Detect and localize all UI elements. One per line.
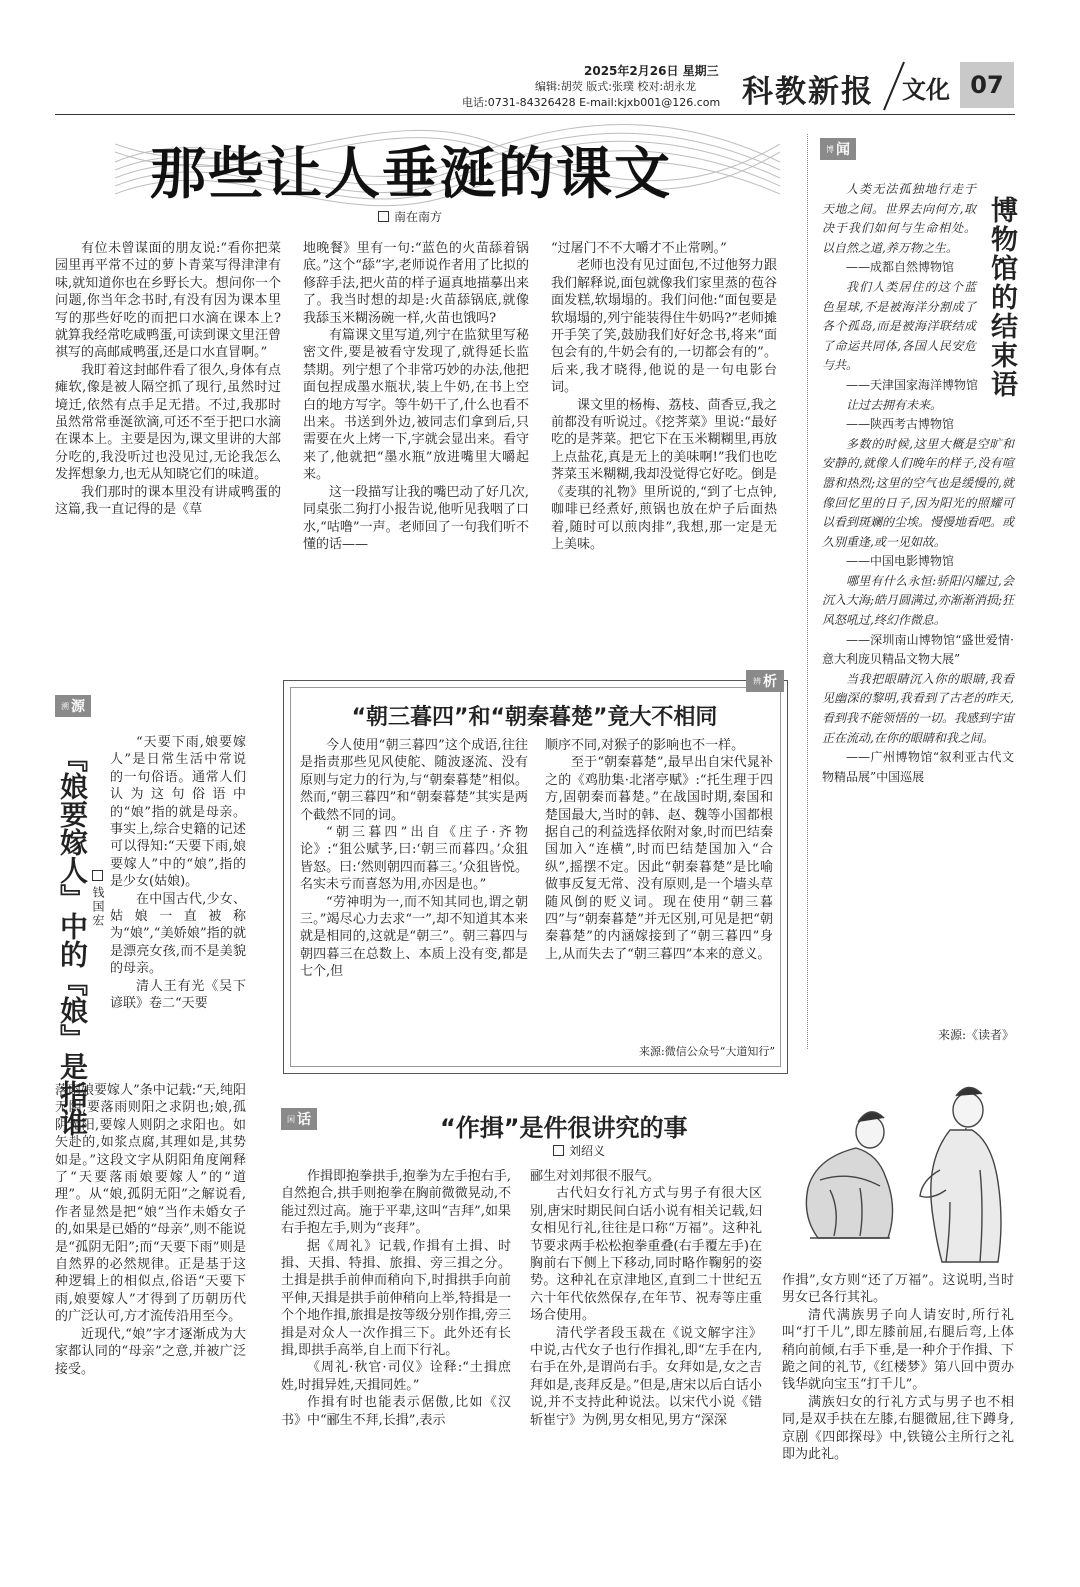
paragraph: “劳神明为一,而不知其同也,谓之朝三。”竭尽心力去求“一”,却不知道其本来就是相同的,这就是“朝三”。朝三暮四与朝四暮三在总数上、本质上没有变,都是七个,但 — [300, 894, 528, 980]
zuoyi-col-1 — [281, 1168, 511, 1429]
museum-quote: 当我把眼睛沉入你的眼睛,我看见幽深的黎明,我看到了古老的昨天,看到我不能领悟的一切。我感到宇宙正在流动,在你的眼睛和我之间。 — [822, 671, 1015, 745]
museum-quote: 哪里有什么永恒:骄阳闪耀过,会沉入大海;皓月圆满过,亦渐渐消损;狂风怒吼过,终幻作微息。 — [822, 573, 1014, 628]
masthead — [462, 60, 1015, 114]
niang-section-tag: 溯 源 — [55, 695, 91, 717]
museum-quote: 人类无法孤独地行走于天地之间。世界去向何方,取决于我们如何与生命相处。以自然之道,养万物之生。 — [822, 182, 976, 255]
paragraph: 我们那时的课本里没有讲咸鸭蛋的这篇,我一直记得的是《草 — [55, 484, 281, 518]
author-box-icon — [553, 1145, 564, 1156]
paragraph: 近现代,“娘”字才逐渐成为大家都认同的“母亲”之意,并被广泛接受。 — [55, 1326, 246, 1377]
zuoyi-article-author — [553, 1142, 605, 1159]
paragraph: 今人使用“朝三暮四”这个成语,往往是指责那些见风使舵、随波逐流、没有原则与定力的行为,与“朝秦暮楚”相似。然而,“朝三暮四”和“朝秦暮楚”其实是两个截然不同的词。 — [300, 738, 528, 823]
museum-article-title: 博物馆的结束语 — [986, 196, 1017, 399]
paper-name: 科教新报 — [742, 74, 874, 110]
museum-attribution: ——深圳南山博物馆“盛世爱情·意大利庞贝精品文物大展” — [822, 632, 1014, 667]
editor-credits: 编辑:胡荧 版式:张璞 校对:胡永龙 — [535, 80, 697, 93]
contact-info: 电话:0731-84326428 E-mail:kjxb001@126.com — [462, 96, 721, 109]
paragraph: 在中国古代,少女、姑娘一直被称为“娘”,“美娇娘”指的就是漂亮女孩,而不是美貌的母亲。 — [110, 891, 246, 977]
paragraph: “天要下雨,娘要嫁人”是日常生活中常说的一句俗语。通常人们认为这句俗语中的“娘”指的就是母亲。事实上,综合史籍的记述可以得知:“天要下雨,娘要嫁人”中的“娘”,指的是少女(姑娘)。 — [110, 735, 246, 890]
author-name: 钱国宏 — [91, 886, 105, 928]
zhaosan-source: 来源:微信公众号“大道知行” — [639, 1045, 775, 1058]
main-article-title: 那些让人垂涎的课文 — [150, 142, 672, 207]
paragraph: 清代学者段玉裁在《说文解字注》中说,古代女子也行作揖礼,即“左手在内,右手在外,是谓尚右手。女拜如是,女之吉拜如是,丧拜反是。”但是,唐宋以后白话小说,并不支持此种说法。以宋代小说《错斩崔宁》为例,男女相见,男方“深深 — [530, 1325, 762, 1428]
paragraph: 《周礼·秋官·司仪》诠释:“土揖庶姓,时揖异姓,天揖同姓。” — [281, 1360, 511, 1393]
issue-date: 2025年2月26日 星期三 — [584, 64, 719, 78]
museum-attribution: ——广州博物馆“叙利亚古代文物精品展”中国巡展 — [822, 750, 1014, 784]
paragraph: 清人王有光《吴下谚联》卷二“天要 — [110, 978, 246, 1012]
paragraph: 老师也没有见过面包,不过他努力跟我们解释说,面包就像我们家里蒸的苞谷面发糕,软塌塌的。我们问他:“面包要是软塌塌的,列宁能装得住牛奶吗?”老师摊开手笑了笑,鼓励我们好好念书,将来“面包会有的,牛奶会有的,一切都会有的”。后来,我才晓得,他说的是一句电影台词。 — [551, 258, 777, 396]
paragraph: 郦生对刘邦很不服气。 — [530, 1169, 661, 1184]
paragraph: 有位未曾谋面的朋友说:“看你把菜园里再平常不过的萝卜青菜写得津津有味,就知道你也在乡野长大。想问你一个问题,你当年念书时,有没有因为课本里写的那些好吃的而把口水滴在课本上?就算我经常吃咸鸭蛋,可读到课文里汪曾祺写的高邮咸鸭蛋,还是口水直冒啊。” — [55, 241, 281, 361]
author-name: 刘绍义 — [569, 1144, 606, 1158]
paragraph: 地晚餐》里有一句:“蓝色的火苗舔着锅底。”这个“舔”字,老师说作者用了比拟的修辞手法,把火苗的样子逼真地描摹出来了。我当时想的却是:火苗舔锅底,就像我舔玉米糊汤碗一样,火苗也饿吗? — [303, 241, 529, 326]
museum-quote: 我们人类居住的这个蓝色星球,不是被海洋分割成了各个孤岛,而是被海洋联结成了命运共同体,各国人民安危与共。 — [822, 279, 976, 373]
paragraph: 顺序不同,对猴子的影响也不一样。 — [545, 738, 745, 753]
museum-section-tag: 博 闻 — [820, 138, 856, 160]
page-number: 07 — [960, 62, 1014, 108]
paragraph: 有篇课文里写道,列宁在监狱里写秘密文件,要是被看守发现了,就得延长监禁期。列宁想了个非常巧妙的办法,他把面包捏成墨水瓶状,装上牛奶,在书上空白的地方写字。等牛奶干了,什么也看不出来。书送到外边,被同志们拿到后,只需要在火上烤一下,字就会显出来。看守来了,他就把“墨水瓶”放进嘴里大嚼起来。 — [303, 328, 529, 483]
paragraph: 至于“朝秦暮楚”,最早出自宋代晁补之的《鸡肋集·北渚亭赋》:“托生理于四方,固朝秦而暮楚。”在战国时期,秦国和楚国最大,当时的韩、赵、魏等小国都根据自己的利益选择依附对象,时而巴结秦国加入“连横”,时而巴结楚国加入“合纵”,摇摆不定。因此“朝秦暮楚”是比喻做事反复无常、没有原则,是一个墙头草随风倒的贬义词。现在使用“朝三暮四”与“朝秦暮楚”并无区别,可见是把“朝秦暮楚”的内涵嫁接到了“朝三暮四”身上,从而失去了“朝三暮四”本来的意义。 — [545, 755, 773, 962]
zuoyi-col-3 — [782, 1272, 1014, 1463]
niang-article-bottom — [55, 1082, 246, 1378]
paragraph: “朝三暮四”出自《庄子·齐物论》:“狙公赋芧,曰:‘朝三而暮四。’众狙皆怒。曰:‘然则朝四而暮三。’众狙皆悦。名实未亏而喜怒为用,亦因是也。” — [300, 825, 528, 893]
paragraph: 这一段描写让我的嘴巴动了好几次,同桌张二狗打小报告说,他听见我咽了口水,“咕噜”一声。老师回了一句我们听不懂的话—— — [303, 484, 529, 552]
author-box-icon — [378, 211, 389, 222]
paragraph: 古代妇女行礼方式与男子有很大区别,唐宋时期民间白话小说有相关记载,妇女相见行礼,往往是口称“万福”。这种礼节要求两手松松抱拳重叠(右手覆左手)在胸前右下侧上下移动,同时略作鞠躬的姿势。这种礼在京津地区,直到二十世纪五六十年代依然保存,在年节、祝寿等庄重场合使用。 — [530, 1186, 762, 1324]
zhaosan-col-1 — [300, 737, 528, 981]
paragraph: 作揖”,女方则“还了万福”。这说明,当时男女已各行其礼。 — [782, 1273, 1014, 1306]
museum-article-body — [822, 180, 1014, 787]
paragraph: 落雨娘要嫁人”条中记载:“天,纯阳无阴,要落雨则阳之求阴也;娘,孤阴无阳,要嫁人则阴之求阳也。如矢赴的,如浆点腐,其理如是,其势如是。”这段文字从阴阳角度阐释了“天要落雨娘要嫁人”的“道理”。从“娘,孤阴无阳”之解说看,作者显然是把“娘”当作未婚女子的,如果是已婚的“母亲”,则不能说是“孤阴无阳”;而“天要下雨”则是自然界的必然规律。正是基于这种逻辑上的相似点,俗语“天要下雨,娘要嫁人”才得到了历朝历代的广泛认可,方才流传沿用至今。 — [55, 1083, 246, 1325]
paragraph: 清代满族男子向人请安时,所行礼叫“打千儿”,即左膝前屈,右腿后弯,上体稍向前倾,右手下垂,是一种介于作揖、下跪之间的礼节,《红楼梦》第八回中贾办钱华就向宝玉“打千儿”。 — [782, 1307, 1014, 1393]
main-article-col-3 — [551, 240, 777, 553]
author-name: 南在南方 — [394, 210, 443, 224]
zhaosan-article-title: “朝三暮四”和“朝秦暮楚”竟大不相同 — [351, 705, 718, 730]
paragraph: 课文里的杨梅、荔枝、茴香豆,我之前都没有听说过。《挖荠菜》里说:“最好吃的是荠菜。把它下在玉米糊糊里,再放上点盐花,真是无上的美味啊!”我们也吃荠菜玉米糊糊,我却没觉得它好吃。倒是《麦琪的礼物》里所说的,“到了七点钟,咖啡已经煮好,煎锅也放在炉子后面热着,随时可以煎肉排”,我想,那一定是无上美味。 — [551, 397, 777, 552]
main-article-author — [378, 208, 442, 225]
niang-article-top — [110, 734, 246, 1013]
museum-quote: 多数的时候,这里大概是空旷和安静的,就像人们晚年的样子,没有喧嚣和热烈;这里的空气也是缓慢的,就像回忆里的日子,因为阳光的照耀可以看到斑斓的尘埃。慢慢地看吧。或久别重逢,或一见如故。 — [822, 436, 1015, 549]
paragraph: 满族妇女的行礼方式与男子也不相同,是双手扶在左膝,右腿微屈,往下蹲身,京剧《四郎探母》中,铁镜公主所行之礼即为此礼。 — [782, 1394, 1014, 1463]
zuoyi-article-title: “作揖”是件很讲究的事 — [440, 1114, 688, 1142]
museum-attribution: ——中国电影博物馆 — [846, 554, 955, 569]
niang-article-author — [90, 870, 107, 928]
museum-attribution: ——成都自然博物馆 — [846, 260, 955, 275]
museum-attribution: ——陕西考古博物馆 — [846, 417, 955, 432]
paragraph: 我盯着这封邮件看了很久,身体有点瘫软,像是被人隔空抓了现行,虽然时过境迁,依然有点手足无措。不过,我那时虽然常常垂涎欲滴,可还不至于把口水滴在课本上。主要是因为,课文里讲的大部分吃的,我没听过也没见过,无论我怎么发挥想象力,也无从知晓它们的味道。 — [55, 362, 281, 483]
zhaosan-col-2 — [545, 737, 773, 963]
paragraph: 作揖即抱拳拱手,抱拳为左手抱右手,自然抱合,拱手则抱拳在胸前微微晃动,不能过烈过高。施于平辈,这叫“吉拜”,如果右手抱左手,则为“丧拜”。 — [281, 1169, 511, 1237]
zhaosan-section-tag: 辨 析 — [746, 670, 784, 692]
museum-attribution: ——天津国家海洋博物馆 — [846, 377, 979, 392]
paragraph: 据《周礼》记载,作揖有土揖、时揖、天揖、特揖、旅揖、旁三揖之分。土揖是拱手前伸而稍向下,时揖拱手向前平伸,天揖是拱手前伸稍向上举,特揖是一个个地作揖,旅揖是按等级分别作揖,旁三揖是对众人一次作揖三下。此外还有长揖,即拱手高举,自上而下行礼。 — [281, 1238, 511, 1359]
museum-quote: 让过去拥有未来。 — [846, 397, 943, 412]
bowing-couple-illustration — [780, 1070, 1010, 1270]
museum-source: 来源:《读者》 — [937, 1028, 1014, 1042]
paragraph: “过屠门不不大嚼才不止常咧。” — [551, 241, 727, 256]
main-article-col-1 — [55, 240, 281, 519]
main-article-col-2 — [303, 240, 529, 553]
header-rule — [55, 114, 1015, 115]
museum-sidebar-border — [807, 134, 808, 1049]
niang-article-title: 『娘要嫁人』中的『娘』是指谁 — [56, 744, 89, 1136]
zuoyi-section-tag: 闲 话 — [281, 1108, 317, 1130]
section-name: 文化 — [902, 76, 950, 104]
zuoyi-col-2 — [530, 1168, 762, 1429]
paragraph: 作揖有时也能表示倨傲,比如《汉书》中“郦生不拜,长揖”,表示 — [281, 1395, 511, 1428]
author-box-icon — [92, 870, 103, 881]
